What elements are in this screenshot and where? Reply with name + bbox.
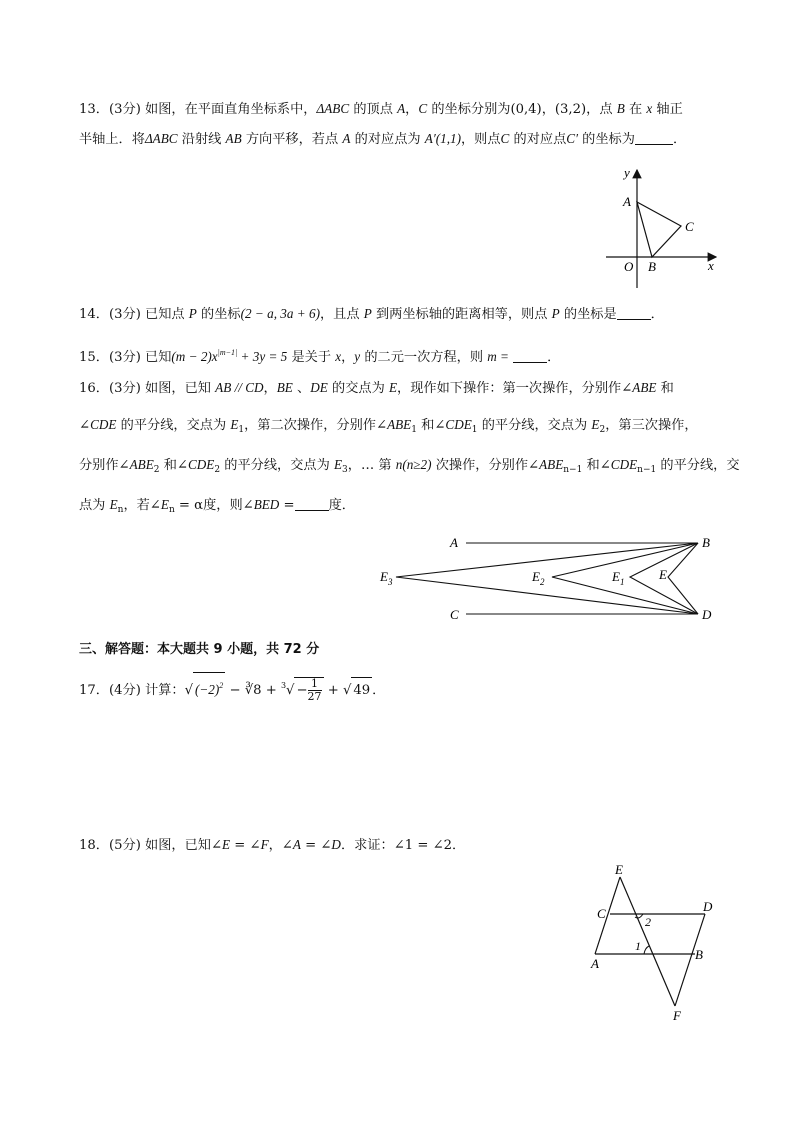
q16-text: 和: [656, 381, 674, 396]
q15-line: [79, 344, 560, 367]
label-C: C: [597, 906, 606, 921]
q14-text: 的坐标是: [559, 307, 617, 322]
q18-text: = ∠: [230, 838, 261, 853]
q17-text: −: [296, 683, 308, 698]
q13-text: x: [646, 101, 653, 116]
q14-line: [79, 305, 664, 324]
q16-text: E: [109, 497, 118, 512]
q16-text: BE: [276, 380, 293, 395]
q17-text: 17．(4分) 计算：: [79, 683, 185, 698]
q16-text: ，第三次操作，: [605, 418, 698, 433]
q13-text: 的对应点为: [350, 132, 425, 147]
q16-text: CDE: [90, 417, 117, 432]
q15-text: ，: [341, 350, 355, 365]
q16-text: ABE: [539, 457, 564, 472]
q13-text: ΔABC: [316, 101, 350, 116]
q15-text: m =: [487, 349, 509, 364]
q13-text: A′(1,1): [424, 131, 461, 146]
q13-text: ，则点: [460, 132, 501, 147]
label-E1: $E_1$: [612, 569, 625, 587]
q16-text: 的平分线，交点为: [477, 418, 592, 433]
q17-text: 27: [307, 690, 322, 703]
label-F: F: [673, 1008, 681, 1023]
q17-text: 1: [308, 678, 322, 691]
q14-text: P: [363, 306, 372, 321]
q16-text: AB // CD: [215, 380, 264, 395]
q13-text: ΔABC: [144, 131, 178, 146]
q18-figure: [585, 860, 725, 1025]
q16-text: BED: [253, 497, 280, 512]
label-1: 1: [635, 939, 641, 953]
q16-line-1: [79, 379, 674, 398]
q16-text: ，第二次操作，分别作∠: [244, 418, 388, 433]
q16-text: 、: [292, 381, 311, 396]
q16-text: 度．: [328, 498, 355, 513]
q16-text: 和∠: [582, 458, 611, 473]
q13-text: C: [500, 131, 510, 146]
label-B: B: [702, 535, 710, 550]
q16-text: n: [168, 505, 175, 515]
q13-text: 的坐标为: [577, 132, 635, 147]
q16-text: E: [333, 457, 343, 472]
q18-text: E: [222, 837, 231, 852]
q16-figure: [374, 530, 724, 630]
q16-text: 点为: [79, 498, 110, 513]
q13-text: 方向平移，若点: [241, 132, 343, 147]
label-C: C: [450, 607, 459, 622]
label-D: D: [702, 607, 712, 622]
q16-text: CDE: [610, 457, 638, 472]
q16-text: 和∠: [159, 458, 188, 473]
q16-line-2: [79, 416, 698, 439]
label-D: D: [703, 899, 713, 914]
q14-text: P: [188, 306, 197, 321]
answer-blank[interactable]: [635, 132, 673, 145]
q17-text: +: [323, 683, 343, 698]
q16-text: 和∠: [416, 418, 446, 433]
q15-text: |m−1|: [217, 348, 238, 357]
label-E3: $E_3$: [380, 569, 393, 587]
label-E2: $E_2$: [532, 569, 545, 587]
q18-line: [79, 836, 465, 855]
label-E: E: [659, 567, 667, 582]
q14-text: P: [551, 306, 560, 321]
q15-text: 的二元一次方程，则: [360, 350, 488, 365]
q17-fraction: [308, 678, 322, 703]
q16-text: 3: [342, 465, 348, 475]
q16-text: ABE: [387, 417, 412, 432]
q16-line-4: [79, 496, 355, 519]
q13-text: A: [342, 131, 351, 146]
q18-text: F: [260, 837, 269, 852]
q16-text: 16．(3分) 如图，已知: [79, 381, 216, 396]
q18-text: ．求证：∠1 = ∠2．: [340, 838, 466, 853]
label-y: y: [624, 165, 630, 180]
q14-text: ．: [650, 307, 664, 322]
q18-text: ，∠: [268, 838, 293, 853]
q13-text: 在: [624, 102, 647, 117]
label-E: E: [615, 862, 623, 877]
q16-text: 2: [214, 465, 221, 475]
q14-text: (2 − a, 3a + 6): [240, 306, 320, 321]
q15-text: x: [335, 349, 342, 364]
q14-text: 14．(3分) 已知点: [79, 307, 189, 322]
section-heading: 三、解答题：本大题共 9 小题，共 72 分: [79, 642, 320, 657]
q13-line-2: [79, 130, 686, 149]
q17-text: (−2): [195, 682, 220, 697]
q15-text: (m − 2)x: [171, 349, 218, 364]
q13-text: A: [397, 101, 406, 116]
q13-figure: [598, 160, 728, 290]
q17-text: 3: [280, 681, 287, 690]
q16-text: ∠: [79, 418, 91, 433]
angle-1-arc: [644, 946, 649, 954]
label-B: B: [695, 947, 703, 962]
q16-text: 次操作，分别作∠: [431, 458, 540, 473]
q17-text: 49: [351, 677, 372, 704]
answer-blank[interactable]: [617, 307, 651, 320]
q16-text: ，若∠: [123, 498, 161, 513]
label-2: 2: [645, 915, 651, 929]
q16-text: 1: [411, 425, 417, 435]
q18-text: 18．(5分) 如图，已知∠: [79, 838, 223, 853]
label-B: B: [648, 259, 656, 274]
q13-text: 轴正: [652, 102, 683, 117]
q13-text: AB: [225, 131, 242, 146]
q17-text: − ∛8 +: [225, 683, 281, 698]
q17-text: ．: [372, 683, 386, 698]
q15-text: + 3y = 5: [237, 349, 288, 364]
q16-text: CDE: [187, 457, 215, 472]
answer-blank[interactable]: [295, 498, 329, 511]
label-A: A: [450, 535, 458, 550]
q13-text: 的坐标分别为(0,4)，(3,2)，点: [427, 102, 617, 117]
q16-text: ，现作如下操作：第一次操作，分别作∠: [397, 381, 633, 396]
q13-text: ，: [405, 102, 419, 117]
q16-text: 1: [238, 425, 245, 435]
q16-text: 的平分线，交: [656, 458, 740, 473]
segment-ef: [620, 877, 675, 1006]
q16-line-3: [79, 456, 740, 479]
q13-line-1: [79, 100, 683, 119]
q13-text: ．: [672, 132, 687, 147]
q13-text: C′: [566, 131, 578, 146]
q13-text: B: [616, 101, 625, 116]
q16-text: E: [230, 417, 239, 432]
q16-text: = α度，则∠: [174, 498, 254, 513]
q16-text: 2: [153, 465, 160, 475]
q16-text: CDE: [445, 417, 472, 432]
q16-text: ABE: [129, 457, 154, 472]
q16-text: 1: [471, 425, 478, 435]
q15-text: 是关于: [287, 350, 336, 365]
q18-text: = ∠: [300, 838, 332, 853]
q14-text: 到两坐标轴的距离相等，则点: [371, 307, 552, 322]
q13-text: 的对应点: [509, 132, 567, 147]
q16-text: 2: [599, 425, 606, 435]
q18-text: A: [292, 837, 301, 852]
q16-text: =: [279, 498, 295, 513]
q13-text: 沿射线: [177, 132, 226, 147]
q13-text: 的顶点: [349, 102, 398, 117]
answer-blank[interactable]: [513, 350, 547, 363]
q14-text: 的坐标: [196, 307, 241, 322]
q17-text: 2: [219, 681, 224, 690]
q17-line: 17．(4分) 计算：√ $(-2)^2$ − ∛8 + $^3$√ − $\frac{1}{27}$ + √ 49 ．: [79, 672, 385, 704]
q13-text: 半轴上．将: [79, 132, 145, 147]
q15-text: ．: [547, 350, 561, 365]
label-A: A: [623, 194, 631, 209]
q13-text: 13．(3分) 如图，在平面直角坐标系中，: [79, 102, 317, 117]
q16-text: n−1: [563, 465, 583, 475]
q16-text: n: [117, 505, 124, 515]
q16-text: ，… 第: [347, 458, 396, 473]
q16-text: n−1: [637, 465, 657, 475]
label-C: C: [685, 219, 694, 234]
q16-text: 的平分线，交点为: [116, 418, 231, 433]
q13-text: C: [418, 101, 428, 116]
q16-text: 分别作∠: [79, 458, 130, 473]
q15-text: y: [354, 349, 361, 364]
label-O: O: [624, 259, 634, 274]
q16-text: n(n≥2): [395, 457, 432, 472]
q17-radical: [193, 672, 225, 703]
q16-text: E: [388, 380, 398, 395]
q15-text: 15．(3分) 已知: [79, 350, 172, 365]
q14-text: ，且点: [319, 307, 364, 322]
label-x: x: [708, 258, 714, 273]
q16-text: 的平分线，交点为: [220, 458, 334, 473]
q16-text: 的交点为: [327, 381, 389, 396]
q16-text: E: [591, 417, 600, 432]
q16-text: DE: [310, 380, 328, 395]
path-e: [668, 543, 698, 614]
q18-text: D: [331, 837, 341, 852]
q17-radical: [294, 677, 323, 704]
q16-text: E: [160, 497, 169, 512]
q16-text: ABE: [632, 380, 657, 395]
label-A: A: [591, 956, 599, 971]
q16-text: ，: [263, 381, 277, 396]
triangle-abc: [637, 202, 681, 257]
